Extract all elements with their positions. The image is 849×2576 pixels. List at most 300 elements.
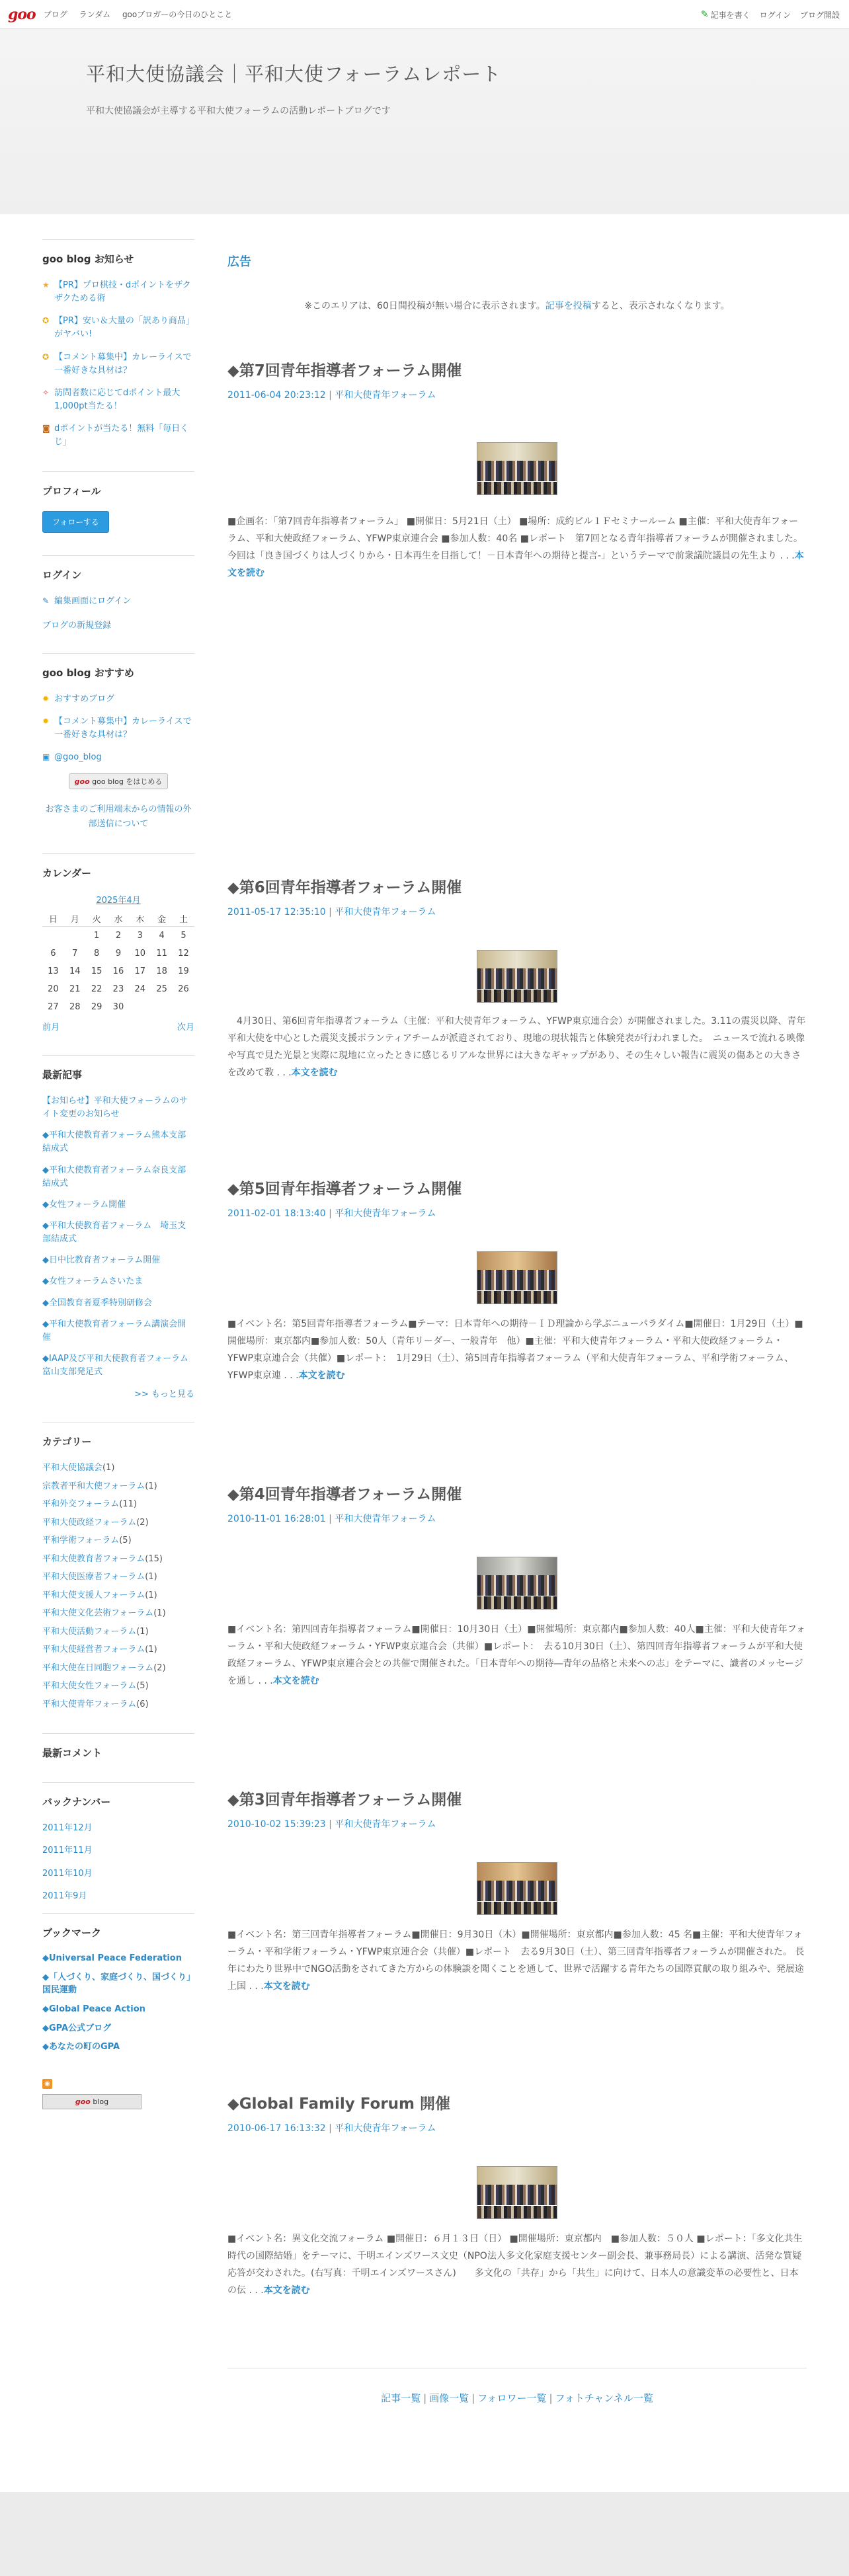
photo-band (477, 2167, 557, 2185)
calendar-day: 5 (181, 931, 186, 941)
bulb-icon: ✹ (42, 693, 50, 703)
meta-separator: | (329, 1819, 332, 1830)
backnumber-item (42, 1890, 194, 1903)
notice-link[interactable]: 【PR】プロ棋技・dポイントをザクザクためる術 (54, 280, 191, 304)
list-item (42, 1220, 194, 1246)
entry (227, 1177, 807, 1385)
weekday-cell: 金 (151, 911, 173, 927)
recent-article-link[interactable]: ◆平和大使教育者フォーラム講演会開催 (42, 1319, 186, 1343)
goo-mark: goo (74, 777, 90, 787)
category-item (42, 1662, 194, 1675)
category-item (42, 1643, 194, 1657)
category-item (42, 1498, 194, 1511)
category-count: (1) (153, 1608, 166, 1619)
calendar-day: 21 (69, 984, 81, 994)
photo-band (477, 1902, 557, 1915)
recommend-item (42, 693, 194, 706)
bookmark-list (42, 1953, 194, 2054)
calendar-day: 8 (93, 948, 100, 958)
entry-excerpt: ■企画名：「第7回青年指導者フォーラム」 ■開催日：5月21日（土） ■場所：成約ビル１Ｆセミナールーム ■主催：平和大使青年フォーラム、平和大使政経フォーラム、YFWP東京連合会 ■参加人数：40名 ■レポート 第7回となる青年指導者フォーラムが開催されました。 今回は「良き国づくりは人づくりから・日本再生を目指して！－日本青年への期待と提言-」というテーマで前衆議院議員の先生より . . . (227, 516, 803, 561)
bookmark-title: ブックマーク (42, 1927, 101, 1939)
backnumber-item (42, 1867, 194, 1881)
category-count: (6) (136, 1699, 149, 1709)
coin-icon: ◙ (42, 424, 50, 434)
weekday-cell: 火 (86, 911, 108, 927)
notice-item (42, 422, 194, 449)
calendar-month[interactable]: 2025年4月 (96, 895, 141, 906)
profile-section (42, 471, 194, 533)
rss-icon[interactable]: ◉ (42, 2079, 52, 2089)
calendar-day: 1 (93, 931, 100, 941)
goo-blog-badge[interactable] (42, 2094, 142, 2109)
bookmark-link[interactable]: ◆Global Peace Action (42, 2004, 145, 2014)
start-goo-blog-button[interactable] (69, 773, 168, 789)
category-item (42, 1698, 194, 1711)
entry-body (227, 1013, 807, 1082)
notice-list (42, 279, 194, 449)
calendar-nav (42, 1020, 194, 1033)
notice-link[interactable]: dポイントが当たる！無料「毎日くじ」 (54, 424, 189, 448)
bookmark-link[interactable]: ◆Universal Peace Federation (42, 1953, 182, 1964)
calendar-day: 14 (69, 966, 81, 976)
entry-date: 2011-02-01 18:13:40 (227, 1208, 326, 1219)
entry-title-text: ◆第6回青年指導者フォーラム開催 (227, 879, 462, 896)
read-more-link[interactable]: 本文を読む (227, 550, 804, 578)
goo-logo[interactable]: goo (8, 5, 36, 23)
entry-category-link[interactable]: 平和大使青年フォーラム (335, 1208, 436, 1219)
read-more-link[interactable]: 本文を読む (291, 1067, 338, 1078)
spacer (227, 1220, 807, 1251)
entry-category-link[interactable]: 平和大使青年フォーラム (335, 2123, 436, 2134)
entry-photo[interactable] (477, 2166, 557, 2219)
profile-title: プロフィール (42, 485, 101, 498)
follower-list-link[interactable]: フォロワー一覧 (477, 2392, 547, 2404)
bookmark-link[interactable]: ◆あなたの町のGPA (42, 2042, 120, 2052)
entry-meta (227, 388, 807, 401)
category-link[interactable]: 平和大使経営者フォーラム (42, 1645, 145, 1655)
calendar-day: 2 (115, 931, 122, 941)
category-count: (1) (145, 1572, 157, 1582)
notice-link[interactable]: 【コメント募集中】カレーライスで一番好きな具材は？ (54, 352, 192, 375)
list-item (42, 1129, 194, 1155)
list-item (42, 1095, 194, 1121)
category-title: カテゴリー (42, 1436, 92, 1448)
weekday-cell: 土 (173, 911, 194, 927)
entry-category-link[interactable]: 平和大使青年フォーラム (335, 907, 436, 917)
goo-blog-badge-label: blog (93, 2097, 109, 2107)
entry-meta (227, 905, 807, 918)
calendar-day (42, 927, 64, 945)
pencil-icon: ✎ (700, 9, 709, 20)
spacer (227, 918, 807, 950)
category-count: (11) (119, 1499, 137, 1510)
more-articles-link[interactable]: >> もっと見る (134, 1389, 194, 1400)
weekday-cell: 月 (64, 911, 86, 927)
spacer (227, 2134, 807, 2166)
entry (227, 1482, 807, 1690)
entry-title[interactable] (227, 2091, 807, 2113)
category-link[interactable]: 平和大使活動フォーラム (42, 1626, 137, 1637)
meta-separator: | (329, 907, 332, 917)
entry-photo[interactable] (477, 1251, 557, 1304)
calendar-day: 23 (112, 984, 124, 994)
read-more-link[interactable]: 本文を読む (263, 2284, 310, 2296)
calendar-day: 18 (156, 966, 167, 976)
calendar-day: 10 (134, 948, 146, 958)
photo-band (477, 1291, 557, 1304)
recent-article-link[interactable]: 【お知らせ】平和大使フォーラムのサイト変更のお知らせ (42, 1095, 188, 1120)
prev-month-link[interactable]: 前月 (42, 1022, 60, 1033)
recommend-section (42, 653, 194, 831)
backnumber-title: バックナンバー (42, 1796, 111, 1809)
category-item (42, 1553, 194, 1566)
calendar-day: 11 (156, 948, 167, 958)
recent-article-link[interactable]: ◆全国教育者夏季特別研修会 (42, 1298, 152, 1308)
meta-separator: | (329, 1208, 332, 1219)
medal-icon: ✪ (42, 316, 50, 326)
comments-section (42, 1733, 194, 1760)
entry (227, 2091, 807, 2300)
recent-article-link[interactable]: ◆平和大使教育者フォーラム熊本支部結成式 (42, 1130, 186, 1154)
recommend-title: goo blog おすすめ (42, 666, 134, 679)
footer-links (227, 2368, 807, 2405)
entry-title-text: ◆第3回青年指導者フォーラム開催 (227, 1791, 462, 1809)
bookmark-item (42, 1972, 194, 1997)
photo-band (477, 951, 557, 968)
category-section (42, 1422, 194, 1711)
category-link[interactable]: 宗教者平和大使フォーラム (42, 1481, 145, 1491)
notice-item (42, 387, 194, 413)
post-article-link[interactable]: 記事を投稿 (545, 301, 592, 311)
blog-description: 平和大使協議会が主導する平和大使フォーラムの活動レポートブログです (86, 106, 391, 116)
top-right-menu (692, 0, 840, 29)
recent-article-link[interactable]: ◆女性フォーラムさいたま (42, 1276, 143, 1287)
write-article-label: 記事を書く (710, 10, 750, 20)
bookmark-item (42, 1953, 194, 1965)
category-item (42, 1462, 194, 1475)
entry-meta (227, 2121, 807, 2134)
calendar-day: 13 (48, 966, 59, 976)
category-count: (5) (136, 1681, 149, 1692)
open-blog-link[interactable]: ブログ開設 (799, 10, 840, 20)
photo-channel-list-link[interactable]: フォトチャンネル一覧 (555, 2392, 653, 2404)
edit-login-link[interactable]: 編集画面にログイン (54, 596, 132, 607)
category-item (42, 1516, 194, 1530)
category-link[interactable]: 平和大使政経フォーラム (42, 1517, 137, 1528)
comments-title: 最新コメント (42, 1747, 102, 1760)
calendar-day (129, 998, 151, 1016)
entry-meta (227, 1817, 807, 1830)
calendar-day: 9 (115, 948, 122, 958)
calendar-day: 17 (134, 966, 146, 976)
entry-title-text: ◆第5回青年指導者フォーラム開催 (227, 1181, 462, 1198)
ad-label: 広告 (227, 255, 251, 269)
spacer (227, 1525, 807, 1557)
photo-band (477, 990, 557, 1003)
category-count: (1) (102, 1463, 115, 1473)
login-title: ログイン (42, 569, 82, 582)
backnumber-item (42, 1822, 194, 1835)
entry-date: 2010-06-17 16:13:32 (227, 2123, 326, 2134)
notice-link[interactable]: 【PR】安い＆大量の「訳あり商品」がヤバい! (54, 316, 194, 340)
entry-title[interactable] (227, 1787, 807, 1809)
backnumber-link[interactable]: 2011年10月 (42, 1868, 93, 1879)
login-link[interactable]: ログイン (759, 10, 791, 20)
entry-body (227, 514, 807, 582)
entry-excerpt: ■イベント名：第四回青年指導者フォーラム■開催日：10月30日（土）■開催場所：東京都内■参加人数：40人■主催：平和大使青年フォーラム・平和大使政経フォーラム・YFWP東京連合会（共催）■レポート： 去る10月30日（土）、第四回青年指導者フォーラムが平和大使政経フォーラム、YFWP東京連合会との共催で開催された。「日本青年への期待―青年の品格と未来への志」をテーマに、識者のメッセージを通し . . . (227, 1624, 806, 1686)
recent-section (42, 1055, 194, 1399)
entry-photo[interactable] (477, 1557, 557, 1610)
entry-body (227, 1621, 807, 1690)
footer-separator: | (471, 2392, 475, 2404)
backnumber-item (42, 1844, 194, 1857)
calendar-table (42, 911, 194, 1016)
photo-band (477, 1596, 557, 1610)
top-bar (0, 0, 849, 29)
calendar-week (42, 980, 194, 998)
recent-title: 最新記事 (42, 1068, 83, 1081)
category-item (42, 1680, 194, 1693)
recent-article-link[interactable]: ◆IAAP及び平和大使教育者フォーラム富山支部発足式 (42, 1353, 189, 1378)
category-link[interactable]: 平和学術フォーラム (42, 1536, 120, 1546)
notice-section (42, 239, 194, 449)
category-link[interactable]: 平和大使医療者フォーラム (42, 1572, 145, 1582)
entry-title-text: ◆第4回青年指導者フォーラム開催 (227, 1486, 462, 1503)
twitter-icon: ▣ (42, 752, 50, 761)
entry-title[interactable] (227, 358, 807, 380)
ad-note (227, 299, 807, 312)
calendar-title: カレンダー (42, 867, 92, 879)
login-item (42, 595, 194, 608)
read-more-link[interactable]: 本文を読む (272, 1675, 319, 1686)
entry-meta (227, 1512, 807, 1525)
entry-title[interactable] (227, 1482, 807, 1504)
backnumber-section (42, 1782, 194, 1901)
nav-random-link[interactable]: ランダム (79, 10, 111, 19)
category-link[interactable]: 平和外交フォーラム (42, 1499, 120, 1510)
calendar-day (151, 998, 173, 1016)
category-count: (5) (119, 1536, 132, 1546)
entry-title-text: ◆Global Family Forum 開催 (227, 2095, 451, 2113)
category-count: (1) (145, 1481, 157, 1491)
calendar-day: 12 (178, 948, 189, 958)
calendar-day: 15 (91, 966, 102, 976)
recent-article-link[interactable]: ◆平和大使教育者フォーラム 埼玉支部結成式 (42, 1220, 186, 1245)
weekday-cell: 日 (42, 911, 64, 927)
recent-article-link[interactable]: ◆女性フォーラム開催 (42, 1199, 126, 1210)
calendar-day: 4 (159, 931, 165, 941)
entry-date: 2010-10-02 15:39:23 (227, 1819, 326, 1830)
bookmark-link[interactable]: ◆「人づくり、家庭づくり、国づくり」国民運動 (42, 1972, 191, 1995)
medal-icon: ✪ (42, 352, 50, 362)
entry-excerpt: ■イベント名：第三回青年指導者フォーラム■開催日：9月30日（木）■開催場所：東京都内■参加人数：45 名■主催：平和大使青年フォーラム・平和学術フォーラム・YFWP東京連合会（共催）■レポート 去る9月30日（土）、第三回青年指導者フォーラムが開催された。 長年にわたり世界中でNGO活動をされてきた方からの体験談を聞くことを通して、世界で活躍する青年たちの国際貢献の取り組みや、発展途上国 . . . (227, 1930, 805, 1992)
calendar-day: 16 (112, 966, 124, 976)
calendar-day (64, 927, 86, 945)
notice-link[interactable]: 訪問者数に応じてdポイント最大1,000pt当たる！ (54, 387, 181, 411)
nav-hitokoto-link[interactable]: gooブロガーの今日のひとこと (122, 10, 233, 19)
category-link[interactable]: 平和大使教育者フォーラム (42, 1553, 145, 1564)
entry-photo[interactable] (477, 442, 557, 495)
entry-date: 2011-05-17 12:35:10 (227, 907, 326, 917)
calendar-day: 20 (48, 984, 59, 994)
backnumber-list[interactable] (42, 1822, 194, 1901)
blog-header (0, 29, 849, 214)
entry-excerpt: ■イベント名：第5回青年指導者フォーラム■テーマ：日本青年への期待－ＩＤ理論から学ぶニューパラダイム■開催日：1月29日（土）■開催場所：東京都内■参加人数：50人（青年リーダー、一般青年 他）■主催：平和大使青年フォーラム・平和大使政経フォーラム・YFWP東京連合会（共催）■レポート： 1月29日（土）、第5回青年指導者フォーラム（平和大使青年フォーラム、平和学術フォーラム、YFWP東京連 . . . (227, 1319, 803, 1381)
follow-button[interactable]: フォローする (42, 511, 109, 533)
entry-photo[interactable] (477, 950, 557, 1003)
spacer (227, 1830, 807, 1862)
entry-body (227, 2231, 807, 2300)
calendar-week (42, 962, 194, 980)
backnumber-link[interactable]: 2011年9月 (42, 1891, 87, 1901)
category-link[interactable]: 平和大使協議会 (42, 1463, 103, 1473)
recent-list (42, 1095, 194, 1379)
footer-separator: | (549, 2392, 553, 2404)
entry-title[interactable] (227, 1177, 807, 1198)
photo-band (477, 2185, 557, 2205)
category-list (42, 1462, 194, 1711)
photo-band (477, 1575, 557, 1596)
entry (227, 358, 807, 582)
photo-band (477, 443, 557, 461)
main-content (227, 214, 807, 2296)
calendar-week (42, 998, 194, 1016)
photo-band (477, 1881, 557, 1901)
calendar-day: 7 (72, 948, 78, 958)
category-count: (1) (145, 1645, 157, 1655)
notice-item (42, 351, 194, 377)
recent-article-link[interactable]: ◆日中比教育者フォーラム開催 (42, 1255, 161, 1266)
category-count: (15) (145, 1553, 163, 1564)
image-list-link[interactable]: 画像一覧 (429, 2392, 469, 2404)
category-link[interactable]: 平和大使女性フォーラム (42, 1681, 137, 1692)
photo-band (477, 1252, 557, 1270)
list-item (42, 1164, 194, 1190)
entry-category-link[interactable]: 平和大使青年フォーラム (335, 390, 436, 401)
calendar-day: 22 (91, 984, 102, 994)
calendar-day: 30 (112, 1001, 124, 1012)
bookmark-link[interactable]: ◆GPA公式ブログ (42, 2023, 112, 2033)
entry-title-text: ◆第7回青年指導者フォーラム開催 (227, 362, 462, 379)
photo-band (477, 2206, 557, 2219)
entry-date: 2011-06-04 20:23:12 (227, 390, 326, 401)
star-icon: ★ (42, 280, 50, 290)
calendar-day: 19 (178, 966, 189, 976)
login-list (42, 595, 194, 608)
photo-band (477, 1557, 557, 1575)
recent-article-link[interactable]: ◆平和大使教育者フォーラム奈良支部結成式 (42, 1165, 186, 1189)
more-articles-row (42, 1387, 194, 1399)
list-item (42, 1318, 194, 1345)
category-count: (1) (136, 1626, 149, 1637)
nav-blog-link[interactable]: ブログ (43, 10, 67, 19)
entry-body (227, 1927, 807, 1996)
ad-note-text: ※このエリアは、60日間投稿が無い場合に表示されます。 (304, 301, 546, 311)
goo-mark: goo (75, 2097, 91, 2107)
category-count: (1) (145, 1590, 157, 1600)
calendar-weekday-row (42, 911, 194, 927)
spacer (227, 401, 807, 442)
external-info-link[interactable]: お客さまのご利用端末からの情報の外部送信について (45, 804, 192, 829)
register-blog-link[interactable]: ブログの新規登録 (42, 620, 112, 631)
backnumber-link[interactable]: 2011年11月 (42, 1846, 93, 1856)
calendar-day: 28 (69, 1001, 81, 1012)
entry-category-link[interactable]: 平和大使青年フォーラム (335, 1514, 436, 1524)
calendar-day: 6 (50, 948, 56, 958)
page-body (0, 214, 849, 2492)
category-link[interactable]: 平和大使支援人フォーラム (42, 1590, 145, 1600)
category-link[interactable]: 平和大使文化芸術フォーラム (42, 1608, 154, 1619)
list-item (42, 1254, 194, 1267)
notice-item (42, 315, 194, 341)
recommend-link[interactable]: おすすめブログ (54, 693, 115, 704)
start-goo-blog-label: goo blog をはじめる (92, 777, 163, 787)
category-link[interactable]: 平和大使青年フォーラム (42, 1699, 137, 1709)
entry-excerpt: ■イベント名：異文化交流フォーラム ■開催日：６月１３日（日） ■開催場所：東京都内 ■参加人数：５０人 ■レポート：「多文化共生時代の国際結婚」をテーマに、千明エインズワース文史（NPO法人多文化家庭支援センター副会長、兼事務局長）による講演、活発な質疑応答が交わされた。(右写真：千明エインズワースさん) 多文化の「共存」から「共生」に向けて、日本人の意識変革の必要性と、日本の伝 . . . (227, 2234, 803, 2296)
sidebar-footer (42, 2078, 194, 2109)
entry-title[interactable] (227, 875, 807, 897)
meta-separator: | (329, 2123, 332, 2134)
recommend-list (42, 693, 194, 765)
entry-category-link[interactable]: 平和大使青年フォーラム (335, 1819, 436, 1830)
entry-meta (227, 1206, 807, 1220)
bookmark-item (42, 2004, 194, 2016)
photo-band (477, 968, 557, 989)
category-item (42, 1625, 194, 1639)
meta-separator: | (329, 390, 332, 401)
write-article-link[interactable] (701, 9, 750, 20)
entry-date: 2010-11-01 16:28:01 (227, 1514, 326, 1524)
list-item (42, 1297, 194, 1310)
entry (227, 875, 807, 1082)
calendar-day: 26 (178, 984, 189, 994)
calendar-day: 24 (134, 984, 146, 994)
blog-title[interactable]: 平和大使協議会｜平和大使フォーラムレポート (86, 63, 502, 85)
entry-excerpt: 4月30日、第6回青年指導者フォーラム（主催：平和大使青年フォーラム、YFWP東京連合会）が開催されました。3.11の震災以降、青年平和大使を中心とした震災支援ボランティアチームが派遣されており、現地の現状報告と体験発表が行われました。 ニュースで流れる映像や写真で見た光景と実際に現地に立ったときに感じるリアルな世界には大きなギャップがあり、その生々しい報告に震災の傷あとの大きさを改めて教 . . . (227, 1016, 806, 1078)
backnumber-link[interactable]: 2011年12月 (42, 1823, 93, 1834)
entry (227, 1787, 807, 1996)
category-item (42, 1607, 194, 1620)
list-item (42, 1275, 194, 1288)
category-count: (2) (153, 1662, 166, 1673)
read-more-link[interactable]: 本文を読む (263, 1980, 310, 1992)
notice-title: goo blog お知らせ (42, 253, 134, 265)
recommend-link[interactable]: @goo_blog (54, 752, 102, 762)
dot-icon: ✧ (42, 387, 50, 397)
photo-band (477, 461, 557, 481)
top-nav (44, 9, 242, 20)
bookmark-section (42, 1913, 194, 2109)
category-item (42, 1571, 194, 1584)
bookmark-item (42, 2023, 194, 2035)
sidebar (42, 214, 194, 2132)
recommend-item (42, 715, 194, 742)
entry-photo[interactable] (477, 1862, 557, 1915)
photo-band (477, 1863, 557, 1881)
article-list-link[interactable]: 記事一覧 (381, 2392, 421, 2404)
calendar-week (42, 927, 194, 945)
photo-band (477, 482, 557, 495)
read-more-link[interactable]: 本文を読む (298, 1370, 345, 1381)
calendar-day: 29 (91, 1001, 102, 1012)
footer-separator: | (423, 2392, 427, 2404)
category-link[interactable]: 平和大使在日同胞フォーラム (42, 1662, 154, 1673)
next-month-link[interactable]: 次月 (177, 1022, 194, 1033)
calendar-day (173, 998, 194, 1016)
recommend-link[interactable]: 【コメント募集中】カレーライスで一番好きな具材は？ (54, 716, 192, 740)
calendar-week (42, 945, 194, 962)
notice-item (42, 279, 194, 305)
